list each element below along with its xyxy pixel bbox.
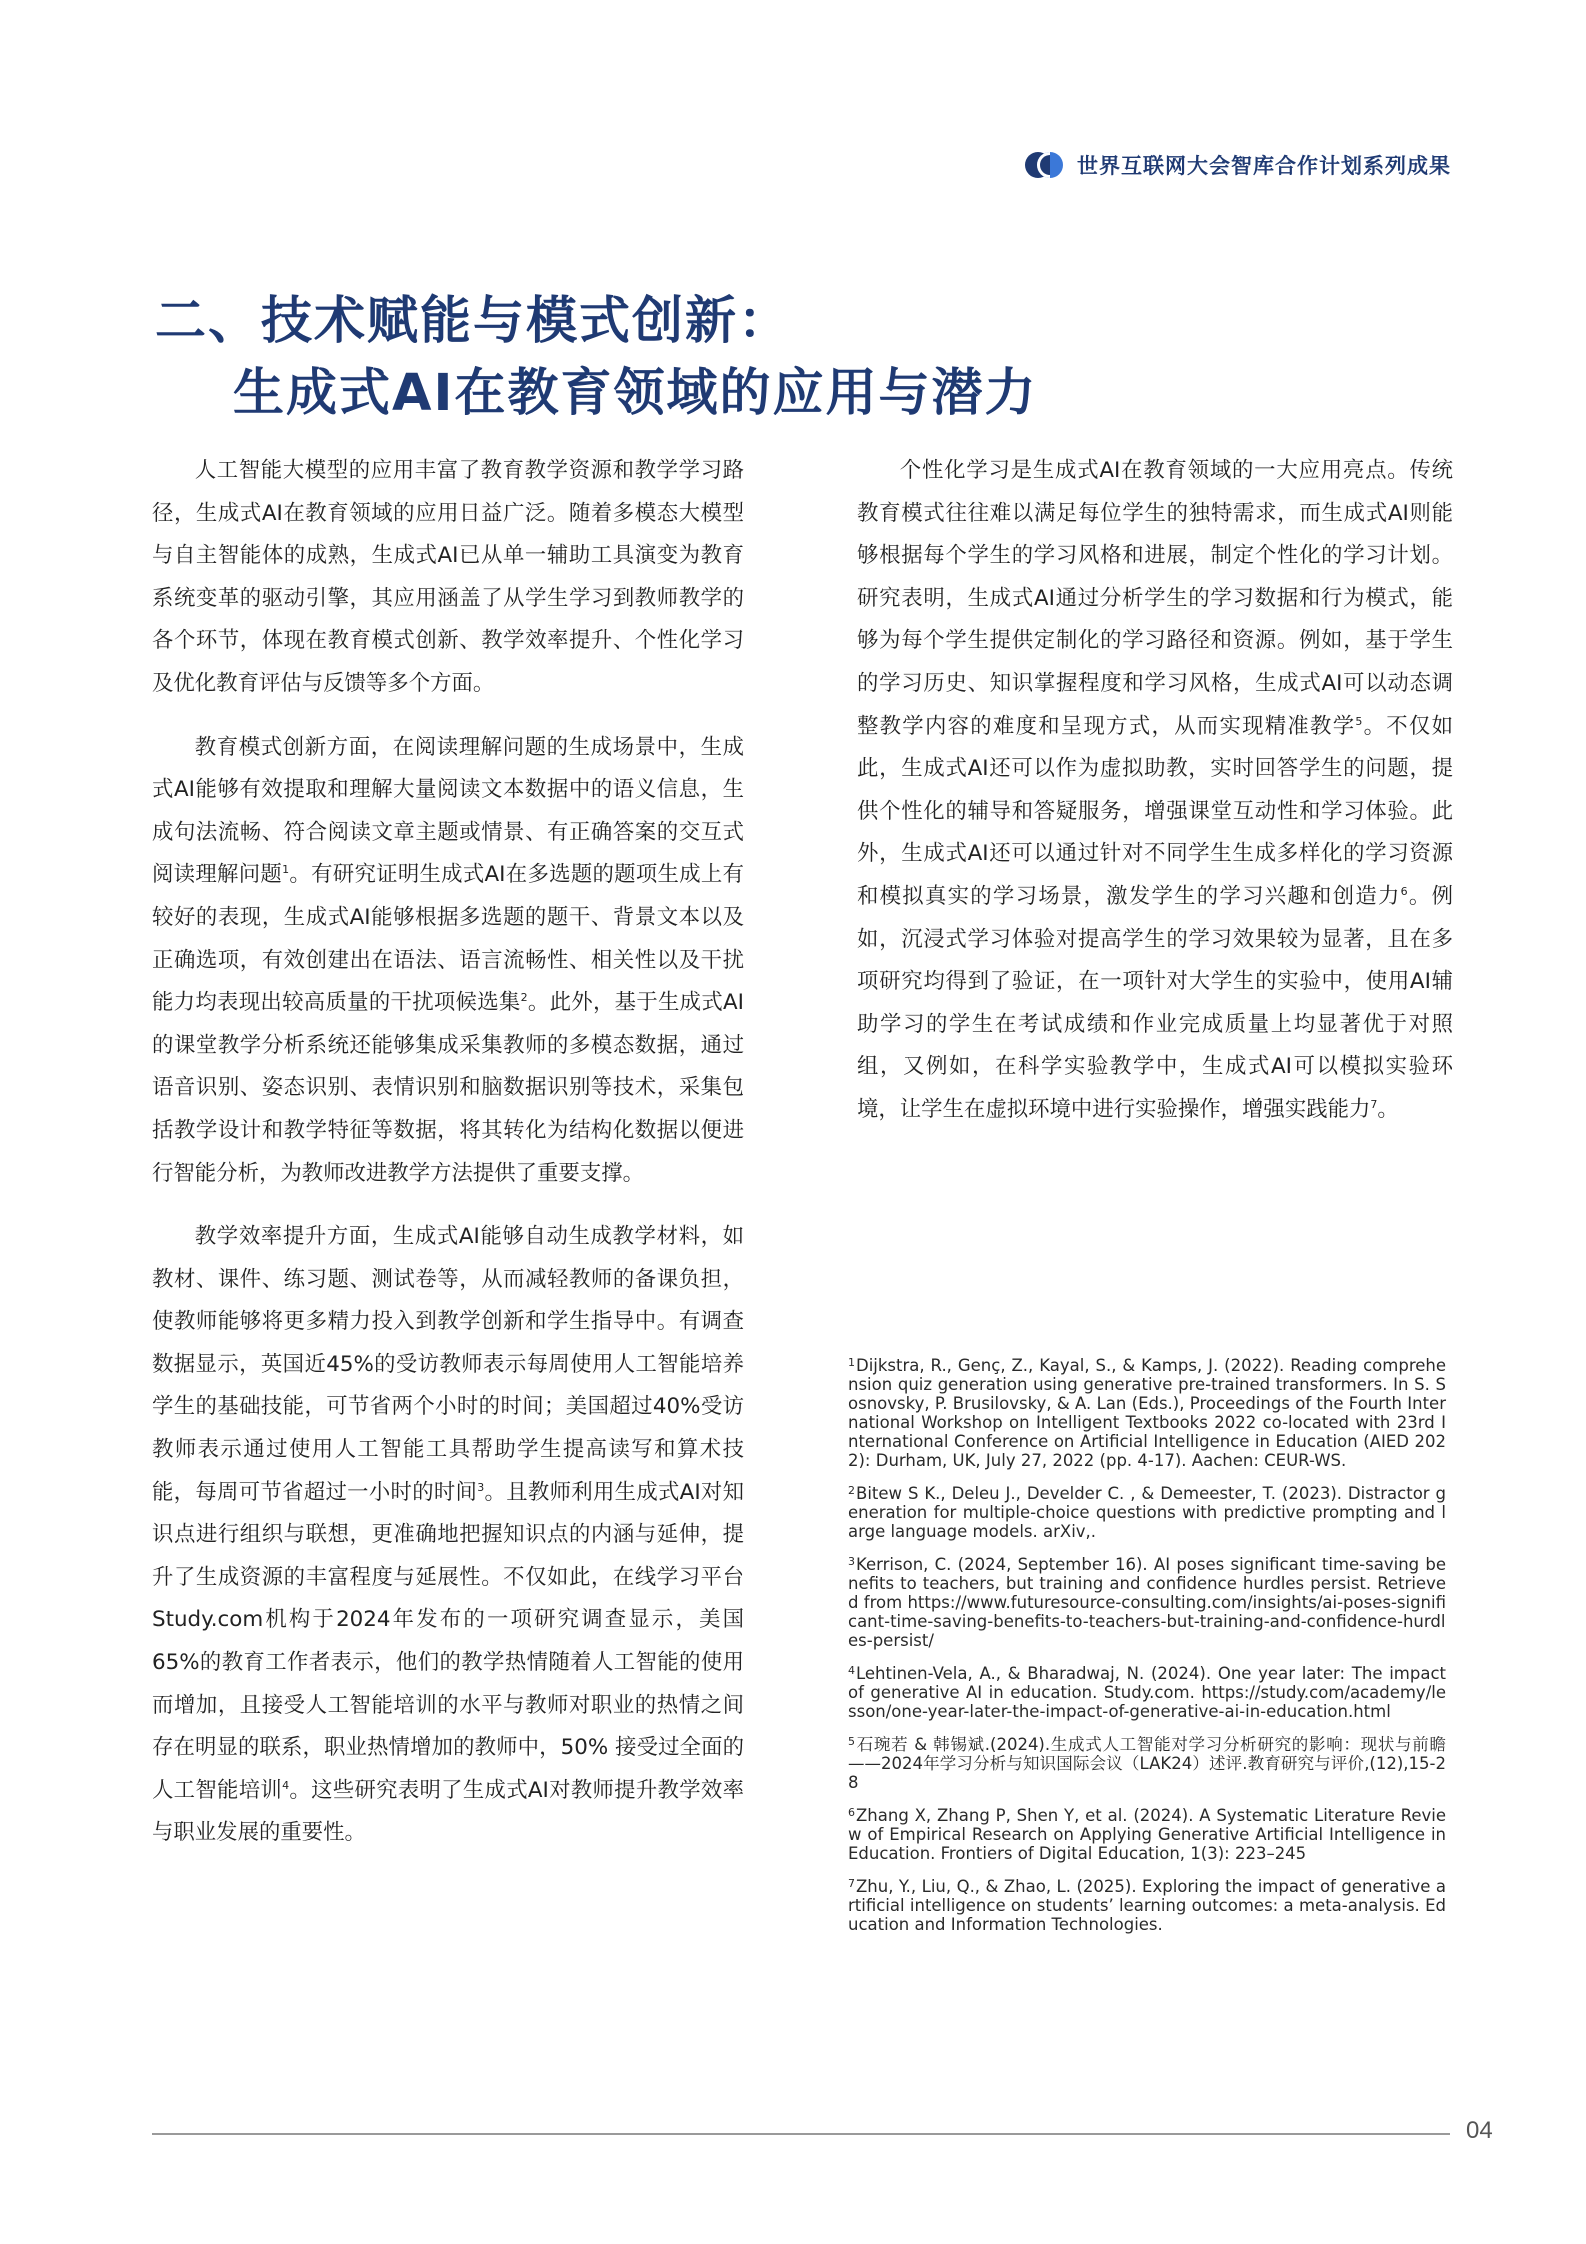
footnote-ref-5[interactable]: 5 <box>1355 714 1363 728</box>
reference-item: $^4$Lehtinen-Vela, A., & Bharadwaj, N. (2024). One year later: The impact of generative AI in education. Study.com. https://study.com/academy/lesson/one-year-later-the-impact-of-generative-ai-in-education.html <box>848 1664 1446 1721</box>
footnote-ref-4[interactable]: 4 <box>282 1778 290 1792</box>
page-number: 04 <box>1466 2117 1493 2144</box>
reference-item: $^7$Zhu, Y., Liu, Q., & Zhao, L. (2025). Exploring the impact of generative artificial intelligence on students’ learning outcomes: a meta-analysis. Education and Information Technologies. <box>848 1877 1446 1934</box>
right-paragraph-1: 个性化学习是生成式AI在教育领域的一大应用亮点。传统教育模式往往难以满足每位学生的独特需求，而生成式AI则能够根据每个学生的学习风格和进展，制定个性化的学习计划。研究表明，生成式AI通过分析学生的学习数据和行为模式，能够为每个学生提供定制化的学习路径和资源。例如，基于学生的学习历史、知识掌握程度和学习风格，生成式AI可以动态调整教学内容的难度和呈现方式，从而实现精准教学$^5$。不仅如此，生成式AI还可以作为虚拟助教，实时回答学生的问题，提供个性化的辅导和答疑服务，增强课堂互动性和学习体验。此外，生成式AI还可以通过针对不同学生生成多样化的学习资源和模拟真实的学习场景，激发学生的学习兴趣和创造力$^6$。例如，沉浸式学习体验对提高学生的学习效果较为显著，且在多项研究均得到了验证，在一项针对大学生的实验中，使用AI辅助学习的学生在考试成绩和作业完成质量上均显著优于对照组，又例如，在科学实验教学中，生成式AI可以模拟实验环境，让学生在虚拟环境中进行实验操作，增强实践能力$^7$。 <box>857 458 1453 1122</box>
left-paragraph-3: 教学效率提升方面，生成式AI能够自动生成教学材料，如教材、课件、练习题、测试卷等，从而减轻教师的备课负担，使教师能够将更多精力投入到教学创新和学生指导中。有调查数据显示，英国近45%的受访教师表示每周使用人工智能培养学生的基础技能，可节省两个小时的时间；美国超过40%受访教师表示通过使用人工智能工具帮助学生提高读写和算术技能，每周可节省超过一小时的时间$^3$。且教师利用生成式AI对知识点进行组织与联想，更准确地把握知识点的内涵与延伸，提升了生成资源的丰富程度与延展性。不仅如此，在线学习平台Study.com机构于2024年发布的一项研究调查显示，美国65%的教育工作者表示，他们的教学热情随着人工智能的使用而增加，且接受人工智能培训的水平与教师对职业的热情之间存在明显的联系，职业热情增加的教师中，50% 接受过全面的人工智能培训$^4$。这些研究表明了生成式AI对教师提升教学效率与职业发展的重要性。 <box>152 1224 744 1846</box>
header-title: 世界互联网大会智库合作计划系列成果 <box>1077 154 1451 178</box>
page-header <box>1023 150 1451 180</box>
reference-item: $^3$Kerrison, C. (2024, September 16). AI poses significant time-saving benefits to teachers, but training and confidence hurdles persist. Retrieved from https://www.futuresource-consulting.com/insights/ai-poses-significant-time-saving-benefits-to-teachers-but-training-and-confidence-hurdles-persist/ <box>848 1555 1446 1650</box>
right-column <box>857 450 1453 1153</box>
reference-item: $^5$石琬若 & 韩锡斌.(2024).生成式人工智能对学习分析研究的影响：现状与前瞻——2024年学习分析与知识国际会议（LAK24）述评.教育研究与评价,(12),15-28 <box>848 1735 1446 1792</box>
left-paragraph-2: 教育模式创新方面，在阅读理解问题的生成场景中，生成式AI能够有效提取和理解大量阅读文本数据中的语义信息，生成句法流畅、符合阅读文章主题或情景、有正确答案的交互式阅读理解问题$^1$。有研究证明生成式AI在多选题的题项生成上有较好的表现，生成式AI能够根据多选题的题干、背景文本以及正确选项，有效创建出在语法、语言流畅性、相关性以及干扰能力均表现出较高质量的干扰项候选集$^2$。此外，基于生成式AI的课堂教学分析系统还能够集成采集教师的多模态数据，通过语音识别、姿态识别、表情识别和脑数据识别等技术，采集包括教学设计和教学特征等数据，将其转化为结构化数据以便进行智能分析，为教师改进教学方法提供了重要支撑。 <box>152 734 744 1186</box>
footnote-ref-2[interactable]: 2 <box>520 991 528 1005</box>
reference-item: $^6$Zhang X, Zhang P, Shen Y, et al. (2024). A Systematic Literature Review of Empirical Research on Applying Generative Artificial Intelligence in Education. Frontiers of Digital Education, 1(3): 223–245 <box>848 1806 1446 1863</box>
footer-divider <box>152 2133 1450 2135</box>
left-paragraph-1: 人工智能大模型的应用丰富了教育教学资源和教学学习路径，生成式AI在教育领域的应用日益广泛。随着多模态大模型与自主智能体的成熟，生成式AI已从单一辅助工具演变为教育系统变革的驱动引擎，其应用涵盖了从学生学习到教师教学的各个环节，体现在教育模式创新、教学效率提升、个性化学习及优化教育评估与反馈等多个方面。 <box>152 458 744 696</box>
footnote-ref-6[interactable]: 6 <box>1400 884 1408 898</box>
reference-item: $^2$Bitew S K., Deleu J., Develder C. , & Demeester, T. (2023). Distractor generation for multiple-choice questions with predictive prompting and large language models. arXiv,. <box>848 1484 1446 1541</box>
footnote-references <box>848 1356 1446 1948</box>
reference-item: $^1$Dijkstra, R., Genç, Z., Kayal, S., & Kamps, J. (2022). Reading comprehension quiz generation using generative pre-trained transformers. In S. Sosnovsky, P. Brusilovsky, & A. Lan (Eds.), Proceedings of the Fourth International Workshop on Intelligent Textbooks 2022 co-located with 23rd International Conference on Artificial Intelligence in Education (AIED 2022): Durham, UK, July 27, 2022 (pp. 4-17). Aachen: CEUR-WS. <box>848 1356 1446 1470</box>
footnote-ref-1[interactable]: 1 <box>282 863 290 877</box>
section-title <box>155 286 1037 430</box>
footnote-ref-7[interactable]: 7 <box>1370 1097 1378 1111</box>
section-title-line2: 生成式AI在教育领域的应用与潜力 <box>233 364 1038 423</box>
left-column <box>152 450 744 1876</box>
section-title-line1: 二、技术赋能与模式创新： <box>155 292 792 351</box>
footnote-ref-3[interactable]: 3 <box>477 1480 485 1494</box>
split-circle-logo-icon <box>1023 150 1065 180</box>
